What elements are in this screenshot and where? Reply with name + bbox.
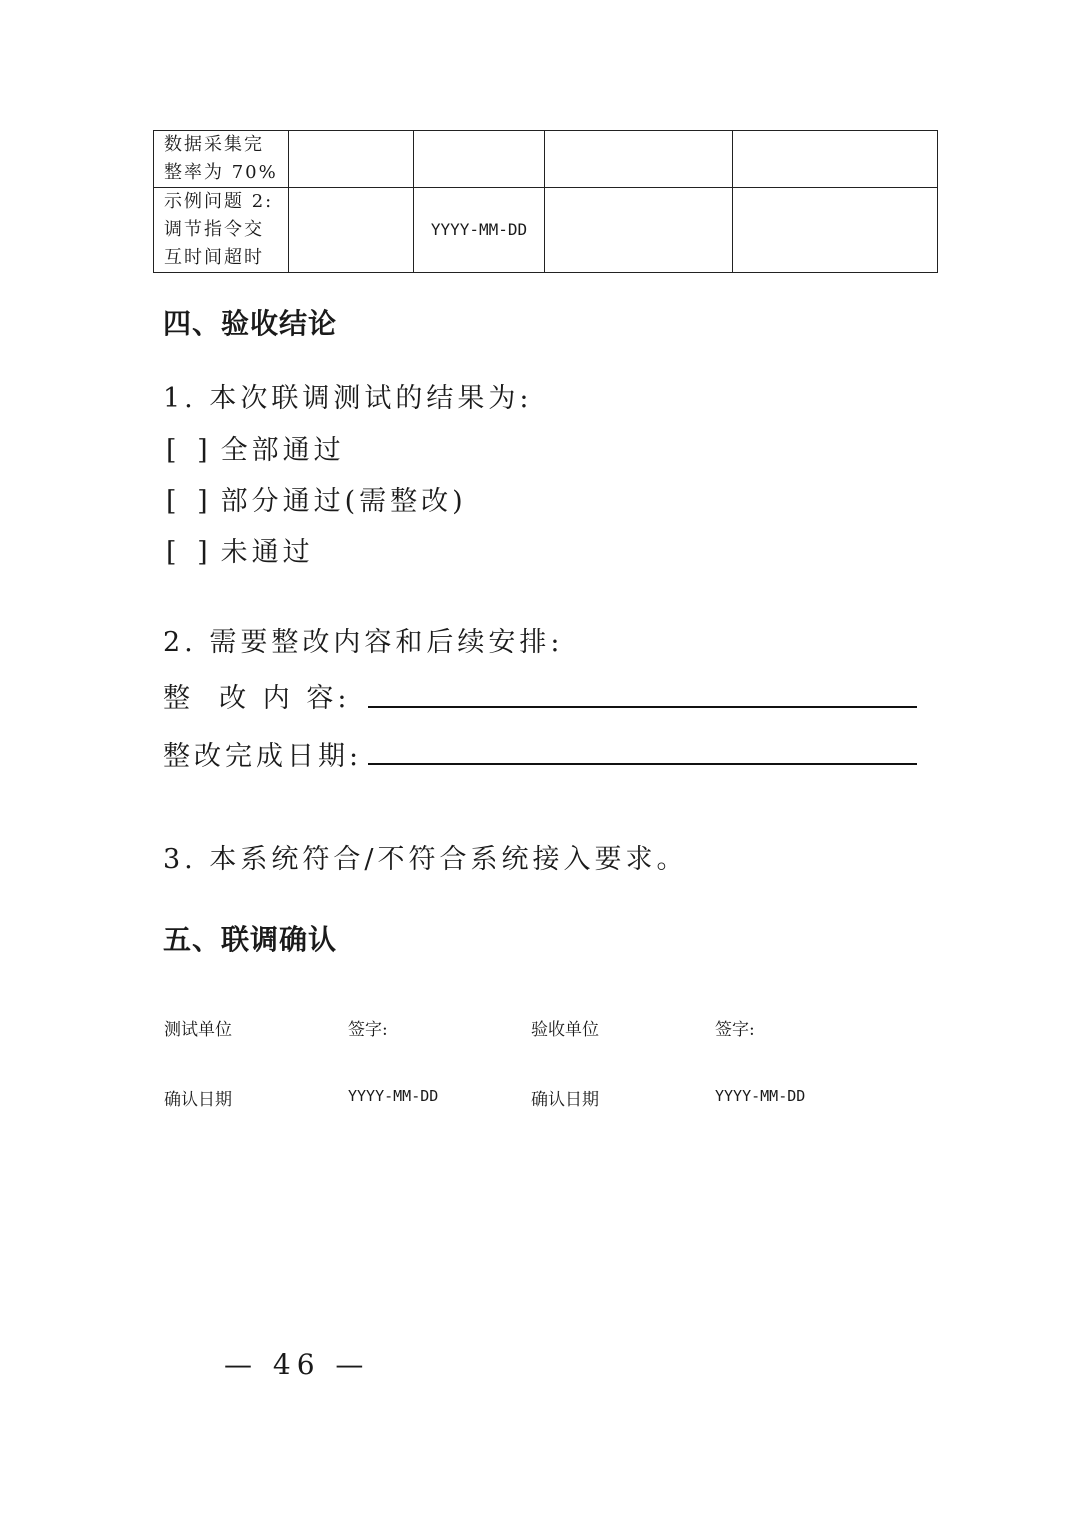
option-label: 全部通过 [220,435,345,466]
test-unit-label: 测试单位 [164,1020,232,1040]
checkbox[interactable]: [ ] [166,435,214,466]
cell-text-line: 互时间超时 [164,247,264,268]
cell-text-line: 调节指令交 [164,219,264,240]
option-not-pass[interactable] [166,530,314,569]
option-label: 部分通过(需整改) [220,486,467,517]
table-cell [545,188,733,273]
acceptance-confirm-date-value: YYYY-MM-DD [715,1087,806,1105]
item-1-text: 1. 本次联调测试的结果为: [163,383,533,414]
item-3-text: 3. 本系统符合/不符合系统接入要求。 [163,844,688,875]
acceptance-unit-label: 验收单位 [531,1020,599,1040]
acceptance-confirm-date-label: 确认日期 [531,1090,599,1110]
checkbox[interactable]: [ ] [166,486,214,517]
issue-table [153,130,938,273]
cell-text-line: 整率为 70% [164,162,278,183]
item-2-text: 2. 需要整改内容和后续安排: [163,627,564,658]
cell-text-line: 数据采集完 [164,134,264,155]
option-all-pass[interactable] [166,428,345,467]
page-number: — 46 — [224,1348,370,1381]
table-row [154,131,938,188]
section-heading-acceptance: 四、验收结论 [163,307,338,340]
table-cell-issue [154,188,289,273]
rectify-content-label: 整 改 内 容: [163,683,351,714]
rectify-content-field[interactable] [368,706,917,708]
option-label: 未通过 [220,537,314,568]
table-cell [733,131,938,188]
test-signature-label: 签字: [348,1020,388,1040]
test-confirm-date-label: 确认日期 [164,1090,232,1110]
section-heading-confirmation: 五、联调确认 [163,923,338,956]
table-cell-issue [154,131,289,188]
test-confirm-date-value: YYYY-MM-DD [348,1087,439,1105]
rectify-date-label: 整改完成日期: [163,741,363,772]
rectify-date-field[interactable] [368,763,917,765]
acceptance-signature-label: 签字: [715,1020,755,1040]
table-row [154,188,938,273]
table-cell [545,131,733,188]
cell-text-line: 示例问题 2: [164,191,274,212]
option-partial-pass[interactable] [166,479,467,518]
table-cell [414,131,545,188]
table-cell-date: YYYY-MM-DD [414,188,545,273]
checkbox[interactable]: [ ] [166,537,214,568]
table-cell [289,131,414,188]
table-cell [289,188,414,273]
table-cell [733,188,938,273]
